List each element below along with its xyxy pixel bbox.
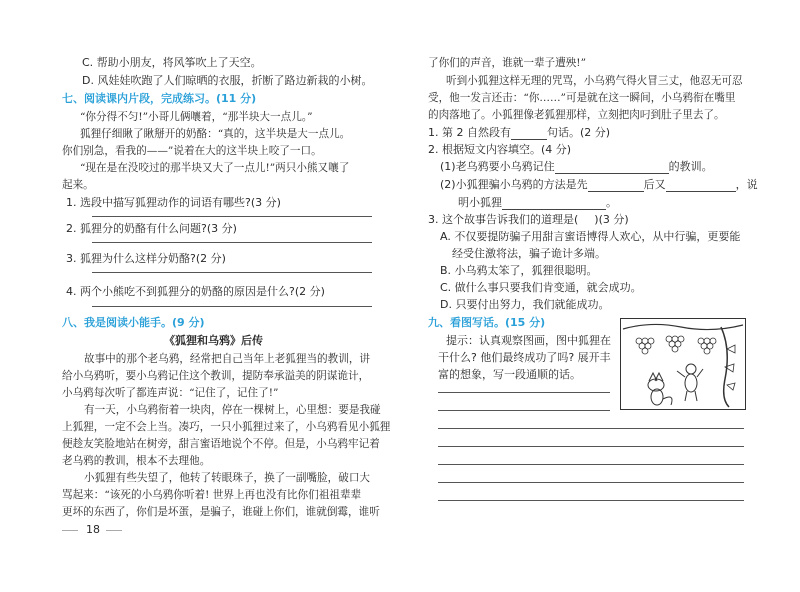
question-1 [428, 126, 610, 140]
story-line: 了你们的声音，谁就一辈子遭殃!” [428, 57, 586, 69]
section-7-title: 七、阅读课内片段，完成练习。(11 分) [62, 92, 257, 105]
story-line: 上狐狸，一定不会上当。凑巧，一只小狐狸过来了，小乌鸦看见小狐狸 [62, 421, 391, 433]
question-2-2-text: (2)小狐狸骗小乌鸦的方法是先 [440, 178, 588, 191]
question-2-2-mid: 后又 [643, 178, 666, 191]
question-1-text: 1. 第 2 自然段有 [428, 126, 511, 139]
hint-line: 干什么? 他们最终成功了吗? 展开丰 [438, 351, 611, 364]
story-line: 便趁友笑脸地站在树旁，甜言蜜语地说个不停。但是，小乌鸦牢记着 [62, 438, 380, 450]
writing-line[interactable] [438, 410, 610, 411]
question-1: 1. 选段中描写狐狸动作的词语有哪些?(3 分) [66, 196, 281, 209]
fill-blank[interactable] [502, 197, 606, 210]
page-number: 18 [86, 523, 100, 536]
question-3-text: 3. 这个故事告诉我们的道理是( [428, 213, 579, 226]
option-a-cont: 经受住激将法，骗子诡计多端。 [452, 247, 606, 260]
writing-line[interactable] [438, 500, 744, 501]
writing-line[interactable] [438, 428, 744, 429]
question-2: 2. 根据短文内容填空。(4 分) [428, 143, 572, 156]
hint-line: 富的想象，写一段通顺的话。 [438, 368, 581, 381]
answer-line[interactable] [92, 216, 372, 217]
question-3: 3. 狐狸为什么这样分奶酪?(2 分) [66, 252, 226, 265]
story-line: 给小乌鸦听，要小乌鸦记住这个教训，提防奉承溢美的阴谋诡计， [62, 370, 370, 382]
story-line: 更坏的东西了，你们是坏蛋，是骗子，谁碰上你们，谁就倒霉，谁听 [62, 506, 380, 518]
question-2-3 [458, 196, 617, 210]
story-line: 故事中的那个老乌鸦，经常把自己当年上老狐狸当的教训，讲 [84, 353, 371, 365]
story-line: 有一天，小乌鸦衔着一块肉，停在一棵树上，心里想：要是我碰 [84, 404, 381, 416]
option-b: B. 小乌鸦太笨了，狐狸很聪明。 [440, 264, 598, 277]
option-d: D. 只要付出努力，我们就能成功。 [440, 298, 610, 311]
fill-blank[interactable] [511, 127, 547, 140]
answer-line[interactable] [92, 306, 372, 307]
question-4: 4. 两个小熊吃不到狐狸分的奶酪的原因是什么?(2 分) [66, 285, 325, 298]
question-3 [428, 213, 629, 227]
passage-line: “现在是在没咬过的那半块又大了一点儿!”两只小熊又嚷了 [80, 162, 350, 174]
writing-line[interactable] [438, 446, 744, 447]
passage-line: “你分得不匀!”小哥儿俩嚷着，“那半块大一点儿。” [80, 111, 313, 123]
question-2-3-text: 明小狐狸 [458, 196, 502, 209]
question-2-1-tail: 的教训。 [668, 160, 713, 173]
story-line: 听到小狐狸这样无理的咒骂，小乌鸦气得火冒三丈，他忍无可忍 [446, 75, 743, 87]
fill-blank[interactable] [555, 161, 669, 174]
story-line: 小乌鸦每次听了都连声说：“记住了，记住了!” [62, 387, 279, 399]
passage-line: 起来。 [62, 179, 94, 191]
question-2-1 [440, 160, 713, 174]
writing-line[interactable] [438, 392, 610, 393]
option-c: C. 帮助小朋友，将风筝吹上了天空。 [82, 56, 262, 69]
answer-line[interactable] [92, 272, 372, 273]
question-1-tail: 句话。(2 分) [546, 126, 611, 139]
writing-line[interactable] [438, 482, 744, 483]
question-2-2-tail: ，说 [735, 178, 758, 191]
writing-line[interactable] [438, 464, 744, 465]
answer-line[interactable] [92, 242, 372, 243]
question-2-2 [440, 178, 758, 192]
grape-vine-illustration [621, 319, 745, 409]
fox-illustration [648, 373, 672, 405]
option-c: C. 做什么事只要我们肯变通，就会成功。 [440, 281, 642, 294]
passage-line: 你们别急，看我的——”说着在大的这半块上咬了一口。 [62, 145, 322, 157]
passage-line: 狐狸仔细瞅了瞅掰开的奶酪：“真的，这半块是大一点儿。 [80, 128, 351, 140]
story-title: 《狐狸和乌鸦》后传 [164, 334, 263, 347]
section-8-title: 八、我是阅读小能手。(9 分) [62, 316, 205, 329]
question-2-1-text: (1)老乌鸦要小乌鸦记住 [440, 160, 555, 173]
story-line: 老乌鸦的教训，根本不去理他。 [62, 455, 211, 467]
story-line: 的肉落地了。小狐狸像老狐狸那样，立刻把肉叼到肚子里去了。 [428, 109, 725, 121]
fill-blank[interactable] [666, 179, 736, 192]
page-number-dash [62, 530, 78, 531]
hint-line: 提示：认真观察图画，图中狐狸在 [446, 334, 611, 347]
page-number-dash [106, 530, 122, 531]
section-9-title: 九、看图写话。(15 分) [428, 316, 546, 329]
story-line: 小狐狸有些失望了，他转了转眼珠子，换了一副嘴脸，破口大 [84, 472, 371, 484]
story-line: 骂起来：“该死的小乌鸦你听着! 世界上再也没有比你们祖祖辈辈 [62, 489, 362, 501]
fox-grapes-picture [620, 318, 746, 410]
option-d: D. 风娃娃吹跑了人们晾晒的衣服，折断了路边新栽的小树。 [82, 74, 373, 87]
question-3-tail: )(3 分) [594, 213, 629, 226]
story-line: 受，他一发言还击：“你……”可是就在这一瞬间，小乌鸦衔在嘴里 [428, 92, 736, 104]
fill-blank[interactable] [588, 179, 644, 192]
question-2-3-tail: 。 [606, 196, 617, 209]
question-2: 2. 狐狸分的奶酪有什么问题?(3 分) [66, 222, 237, 235]
option-a: A. 不仅要提防骗子用甜言蜜语博得人欢心，从中行骗，更要能 [440, 230, 741, 243]
